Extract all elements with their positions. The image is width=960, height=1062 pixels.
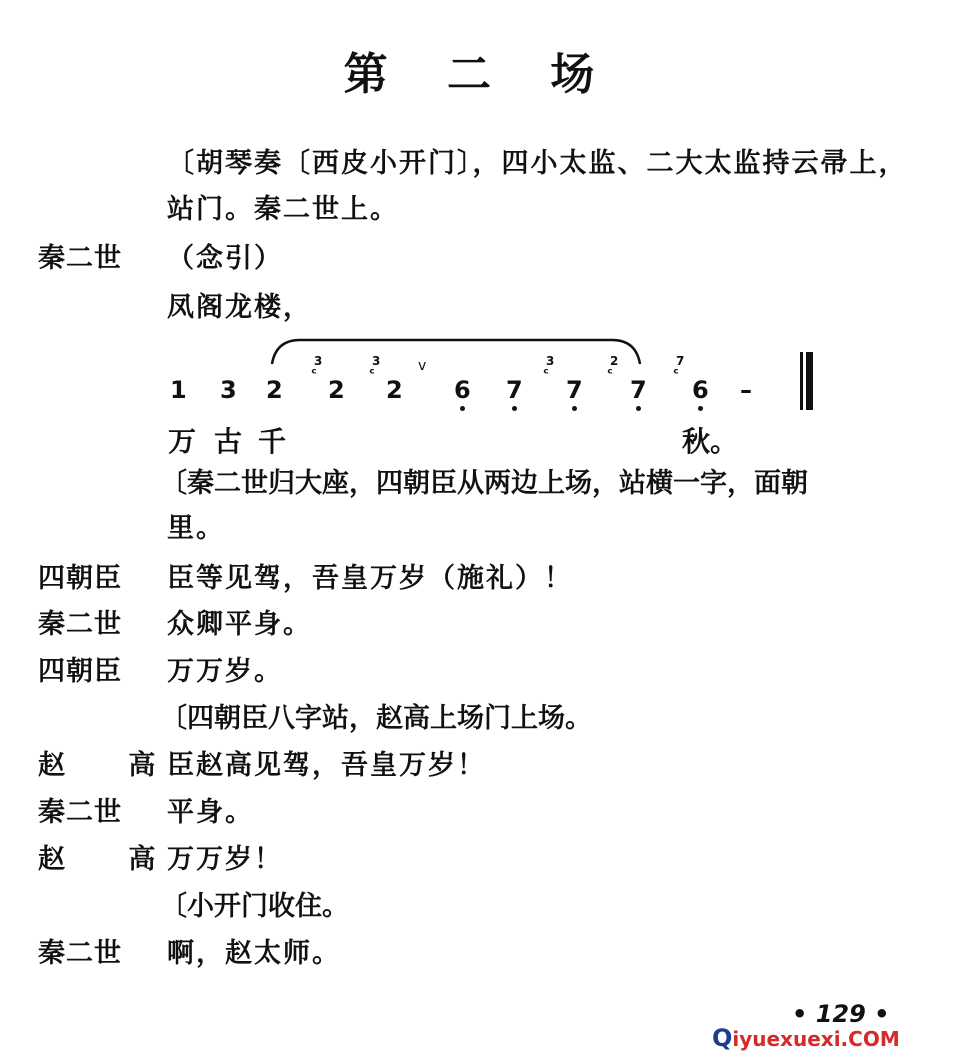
watermark-logo-q: Q xyxy=(712,1024,733,1052)
grace-note: 3 xyxy=(314,354,323,368)
dialogue-line: 众卿平身。 xyxy=(167,609,312,640)
final-barline-thin xyxy=(800,352,803,410)
speaker-label: 秦二世 xyxy=(38,797,122,828)
note-8: 7 xyxy=(566,376,583,404)
dialogue-line: 啊，赵太师。 xyxy=(167,938,341,969)
note-10: 6 xyxy=(692,376,709,404)
stage-direction-2a: 〔秦二世归大座，四朝臣从两边上场，站横一字，面朝 xyxy=(160,468,808,499)
lyric-2: 古 xyxy=(214,425,243,458)
lyric-4: 秋。 xyxy=(682,425,739,458)
scene-title: 第 二 场 xyxy=(343,49,617,100)
grace-note: 3 xyxy=(546,354,555,368)
note-2: 3 xyxy=(220,376,237,404)
slur-arc xyxy=(270,336,642,366)
lyric-3: 千 xyxy=(258,425,287,458)
stage-direction-3: 〔四朝臣八字站，赵高上场门上场。 xyxy=(160,703,592,734)
note-4: 2 xyxy=(328,376,345,404)
grace-note: 3 xyxy=(372,354,381,368)
stage-direction-4: 〔小开门收住。 xyxy=(160,891,349,922)
grace-mark: ᶜ xyxy=(607,366,613,382)
dialogue-line: 平身。 xyxy=(167,797,254,828)
speaker-label: 四朝臣 xyxy=(38,656,122,687)
note-3: 2 xyxy=(266,376,283,404)
page-number: • 129 • xyxy=(792,1000,890,1028)
note-7: 7 xyxy=(506,376,523,404)
dialogue-line: 臣等见驾，吾皇万岁（施礼）！ xyxy=(167,563,573,594)
speaker-label: 秦二世 xyxy=(38,938,122,969)
grace-mark: ᶜ xyxy=(673,366,679,382)
lyric-1: 万 xyxy=(168,425,197,458)
note-6: 6 xyxy=(454,376,471,404)
breath-mark: v xyxy=(418,358,427,374)
verse-line: 凤阁龙楼， xyxy=(167,292,312,323)
final-barline-thick xyxy=(806,352,813,410)
note-9: 7 xyxy=(630,376,647,404)
dialogue-line: 万万岁。 xyxy=(167,656,283,687)
grace-mark: ᶜ xyxy=(369,366,375,382)
speaker-label: 赵 高 xyxy=(38,750,183,781)
low-octave-dot xyxy=(572,406,577,411)
speaker-label: 秦二世 xyxy=(38,243,122,274)
speaker-label: 四朝臣 xyxy=(38,563,122,594)
low-octave-dot xyxy=(512,406,517,411)
note-5: 2 xyxy=(386,376,403,404)
low-octave-dot xyxy=(636,406,641,411)
grace-mark: ᶜ xyxy=(543,366,549,382)
speaker-label: 秦二世 xyxy=(38,609,122,640)
low-octave-dot xyxy=(698,406,703,411)
grace-note: 7 xyxy=(676,354,685,368)
site-watermark xyxy=(712,1024,900,1052)
stage-direction-2b: 里。 xyxy=(167,513,225,544)
cue-text: （念引） xyxy=(167,243,283,274)
stage-direction-intro-1: 〔胡琴奏〔西皮小开门〕，四小太监、二大太监持云帚上， xyxy=(167,148,908,179)
grace-mark: ᶜ xyxy=(311,366,317,382)
watermark-text: iyuexuexi.COM xyxy=(732,1027,900,1051)
stage-direction-intro-2: 站门。秦二世上。 xyxy=(167,194,399,225)
dash-sustain: – xyxy=(740,376,752,404)
speaker-label: 赵 高 xyxy=(38,844,183,875)
note-1: 1 xyxy=(170,376,187,404)
grace-note: 2 xyxy=(610,354,619,368)
dialogue-line: 万万岁！ xyxy=(167,844,283,875)
low-octave-dot xyxy=(460,406,465,411)
dialogue-line: 臣赵高见驾，吾皇万岁！ xyxy=(167,750,486,781)
